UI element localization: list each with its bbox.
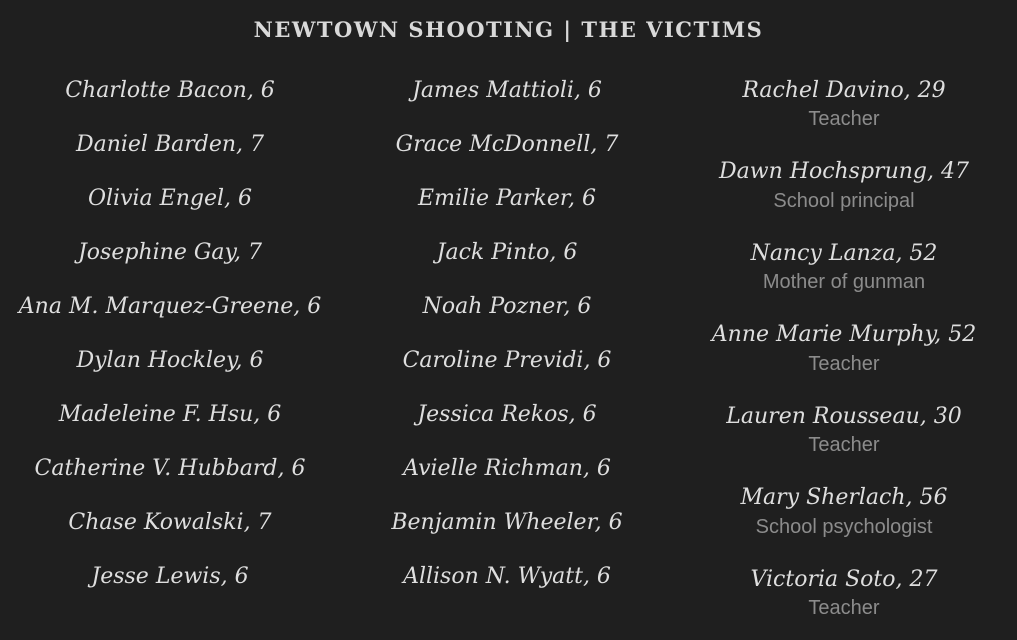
victim-name: Nancy Lanza, 52 (750, 241, 938, 266)
victim-name: Lauren Rousseau, 30 (726, 404, 962, 429)
victim-name: Jessica Rekos, 6 (417, 402, 597, 427)
victim-role: Mother of gunman (762, 271, 926, 293)
victim-name: Avielle Richman, 6 (403, 456, 611, 481)
victim-name: Ana M. Marquez-Greene, 6 (18, 294, 322, 319)
victim-name: Jesse Lewis, 6 (91, 564, 249, 589)
victim-name: Dawn Hochsprung, 47 (719, 159, 969, 184)
victim-name: Caroline Previdi, 6 (402, 348, 612, 373)
victim-name: Mary Sherlach, 56 (740, 485, 948, 510)
victim-name: Grace McDonnell, 7 (395, 132, 619, 157)
victim-name: James Mattioli, 6 (412, 78, 602, 103)
victim-name: Chase Kowalski, 7 (68, 510, 272, 535)
victim-name: Rachel Davino, 29 (742, 78, 946, 103)
victim-name: Catherine V. Hubbard, 6 (34, 456, 306, 481)
victim-name: Victoria Soto, 27 (750, 567, 938, 592)
victim-role: Teacher (808, 108, 880, 130)
page-title: NEWTOWN SHOOTING | THE VICTIMS (253, 17, 764, 42)
victim-name: Madeleine F. Hsu, 6 (58, 402, 282, 427)
victim-role: School principal (773, 190, 915, 212)
victim-role: Teacher (808, 434, 880, 456)
victim-name: Dylan Hockley, 6 (76, 348, 264, 373)
victim-role: Teacher (808, 353, 880, 375)
victim-name: Jack Pinto, 6 (436, 240, 578, 265)
victim-name: Noah Pozner, 6 (422, 294, 592, 319)
victim-role: School psychologist (755, 516, 933, 538)
victim-role: Teacher (808, 597, 880, 619)
victim-name: Charlotte Bacon, 6 (65, 78, 275, 103)
victim-name: Benjamin Wheeler, 6 (391, 510, 623, 535)
victim-name: Allison N. Wyatt, 6 (403, 564, 611, 589)
victim-name: Josephine Gay, 7 (77, 240, 263, 265)
victim-name: Olivia Engel, 6 (87, 186, 253, 211)
victim-name: Emilie Parker, 6 (418, 186, 596, 211)
victim-name: Anne Marie Murphy, 52 (711, 322, 977, 347)
victim-name: Daniel Barden, 7 (75, 132, 265, 157)
